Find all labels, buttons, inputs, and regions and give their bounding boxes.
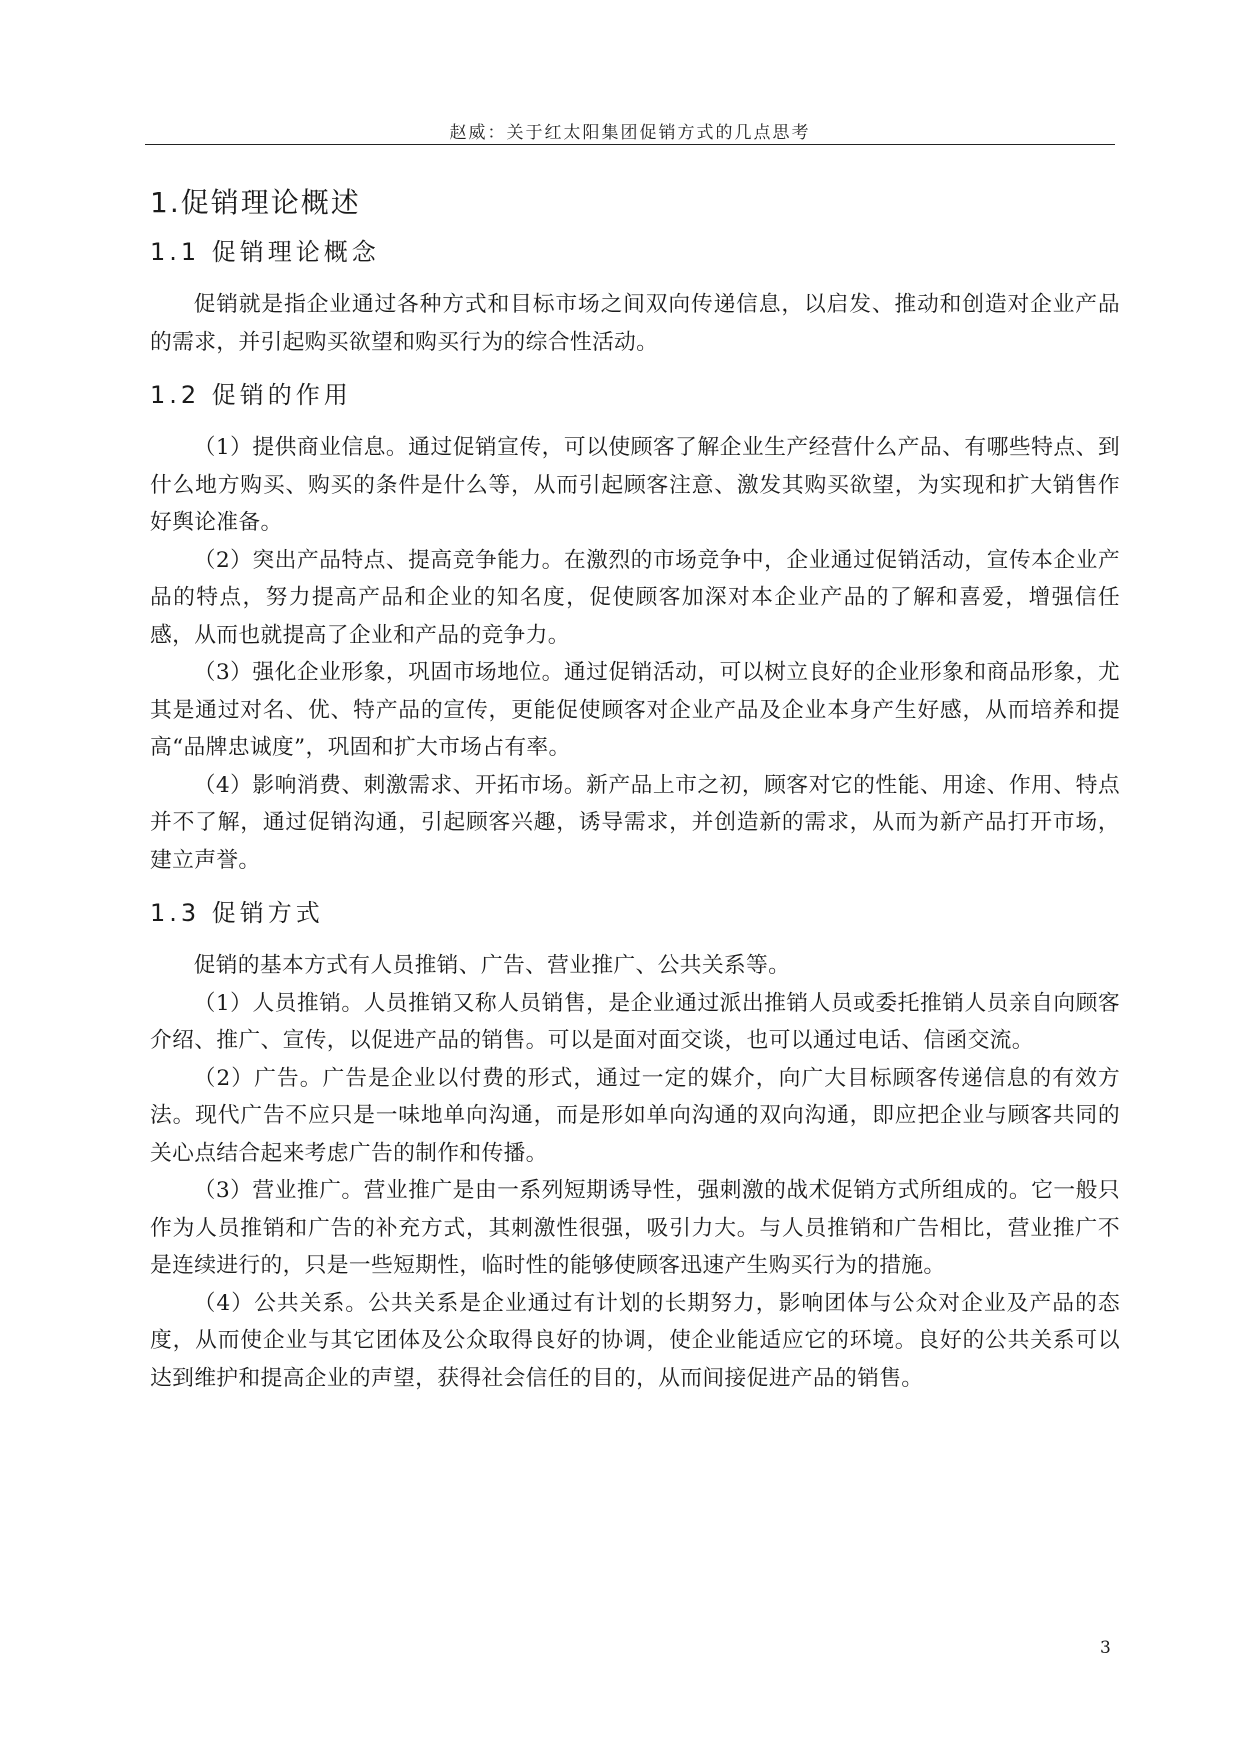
paragraph: 促销的基本方式有人员推销、广告、营业推广、公共关系等。 [193, 953, 791, 978]
section-heading-1-1: 1.1 促销理论概念 [150, 238, 380, 266]
paragraph: （1）人员推销。人员推销又称人员销售，是企业通过派出推销人员或委托推销人员亲自向顾客介绍、推广、宣传，以促进产品的销售。可以是面对面交谈，也可以通过电话、信函交流。 [150, 990, 1120, 1053]
paragraph: （1）提供商业信息。通过促销宣传，可以使顾客了解企业生产经营什么产品、有哪些特点、到什么地方购买、购买的条件是什么等，从而引起顾客注意、激发其购买欲望，为实现和扩大销售作好舆论准备。 [150, 435, 1120, 535]
paragraph: （2）突出产品特点、提高竞争能力。在激烈的市场竞争中，企业通过促销活动，宣传本企业产品的特点，努力提高产品和企业的知名度，促使顾客加深对本企业产品的了解和喜爱，增强信任感，从而也就提高了企业和产品的竞争力。 [150, 547, 1120, 648]
page-body [150, 180, 1120, 1397]
paragraph: （3）强化企业形象，巩固市场地位。通过促销活动，可以树立良好的企业形象和商品形象，尤其是通过对名、优、特产品的宣传，更能促使顾客对企业产品及企业本身产生好感，从而培养和提高“品牌忠诚度”，巩固和扩大市场占有率。 [150, 660, 1120, 760]
paragraph: （2）广告。广告是企业以付费的形式，通过一定的媒介，向广大目标顾客传递信息的有效方法。现代广告不应只是一味地单向沟通，而是形如单向沟通的双向沟通，即应把企业与顾客共同的关心点结合起来考虑广告的制作和传播。 [150, 1065, 1120, 1166]
section-heading-1-2: 1.2 促销的作用 [150, 381, 352, 409]
running-header: 赵威：关于红太阳集团促销方式的几点思考 [449, 123, 811, 143]
page-number: 3 [1100, 1638, 1111, 1658]
paragraph: 促销就是指企业通过各种方式和目标市场之间双向传递信息，以启发、推动和创造对企业产品的需求，并引起购买欲望和购买行为的综合性活动。 [150, 292, 1120, 355]
header-rule [145, 144, 1115, 145]
paragraph: （3）营业推广。营业推广是由一系列短期诱导性，强刺激的战术促销方式所组成的。它一般只作为人员推销和广告的补充方式，其刺激性很强，吸引力大。与人员推销和广告相比，营业推广不是连续进行的，只是一些短期性，临时性的能够使顾客迅速产生购买行为的措施。 [150, 1178, 1120, 1278]
section-heading-1-3: 1.3 促销方式 [150, 899, 324, 927]
paragraph: （4）公共关系。公共关系是企业通过有计划的长期努力，影响团体与公众对企业及产品的态度，从而使企业与其它团体及公众取得良好的协调，使企业能适应它的环境。良好的公共关系可以达到维护和提高企业的声望，获得社会信任的目的，从而间接促进产品的销售。 [150, 1290, 1120, 1391]
paragraph: （4）影响消费、刺激需求、开拓市场。新产品上市之初，顾客对它的性能、用途、作用、特点并不了解，通过促销沟通，引起顾客兴趣，诱导需求，并创造新的需求，从而为新产品打开市场，建立声誉。 [150, 772, 1120, 873]
section-heading-1: 1.促销理论概述 [150, 186, 361, 219]
